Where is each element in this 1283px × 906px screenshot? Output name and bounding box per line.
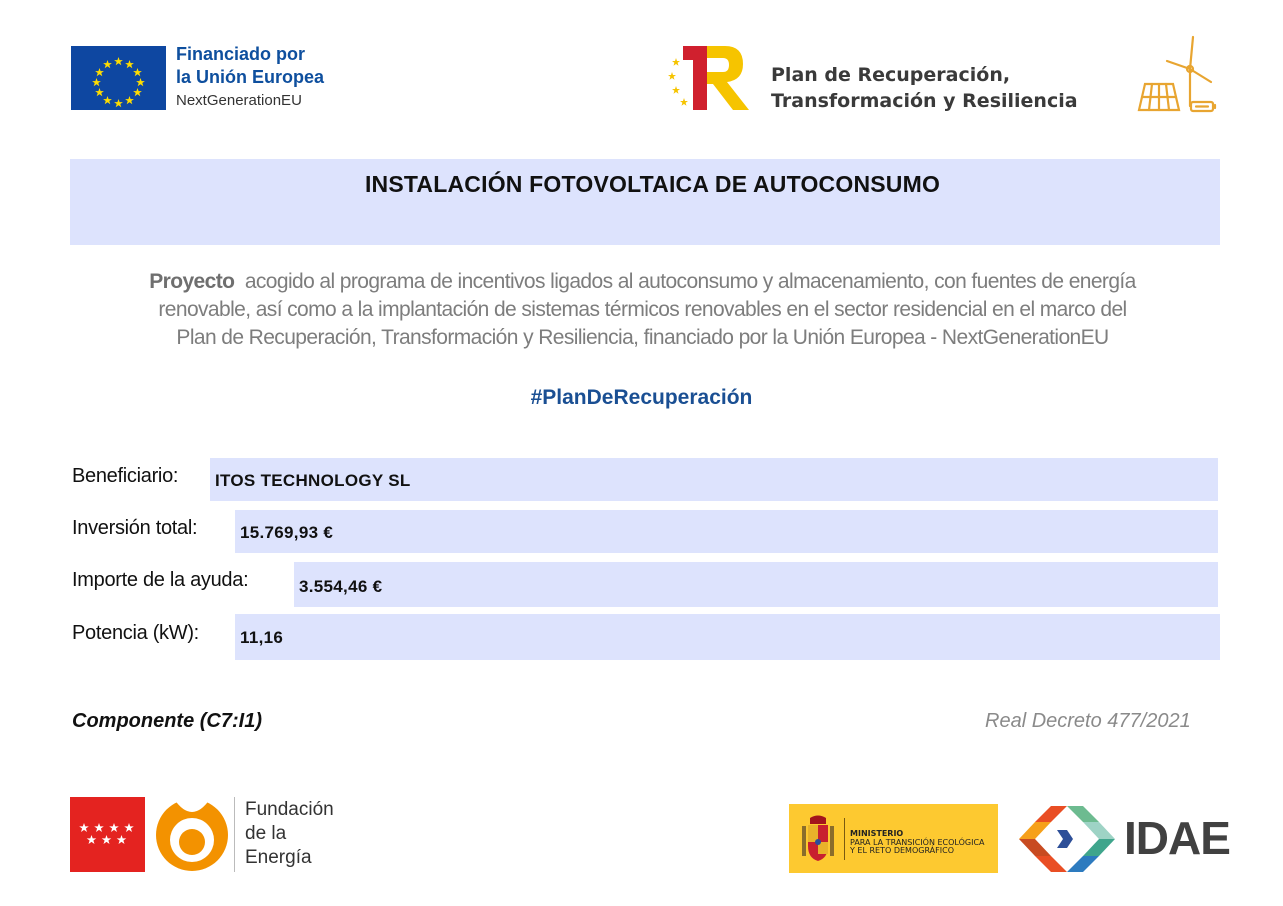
ministry-text <box>850 830 985 856</box>
spain-coat-of-arms-icon <box>799 814 837 864</box>
eu-line-1: Financiado por <box>176 44 306 64</box>
description-line-1-text: acogido al programa de incentivos ligados al autoconsumo y almacenamiento, con fuentes de energía <box>244 270 1136 293</box>
idae-wordmark: IDAE <box>1124 812 1230 864</box>
field-label-inversion: Inversión total: <box>72 517 198 539</box>
eu-flag-icon <box>71 46 166 110</box>
field-value-importe: 3.554,46 € <box>299 577 383 596</box>
description-line-3: Plan de Recuperación, Transformación y Resiliencia, financiado por la Unión Europea - NextGenerationEU <box>176 326 1109 349</box>
fundacion-energia-text <box>245 798 334 870</box>
page-title: INSTALACIÓN FOTOVOLTAICA DE AUTOCONSUMO <box>364 171 941 197</box>
field-label-importe: Importe de la ayuda: <box>72 569 249 591</box>
prtr-title <box>771 62 1131 114</box>
ministry-line-3: Y EL RETO DEMOGRÁFICO <box>850 846 954 855</box>
field-box-importe <box>294 562 1218 607</box>
eu-line-3: NextGenerationEU <box>176 92 302 109</box>
field-value-potencia: 11,16 <box>240 628 284 647</box>
field-value-inversion: 15.769,93 € <box>240 523 334 542</box>
decree-label: Real Decreto 477/2021 <box>985 710 1191 732</box>
fundacion-energia-logo-icon <box>152 795 232 875</box>
component-label: Componente (C7:I1) <box>72 710 262 732</box>
prtr-logo-icon <box>667 44 751 112</box>
ministry-divider <box>844 818 845 860</box>
wind-solar-icon <box>1133 34 1223 119</box>
hashtag: #PlanDeRecuperación <box>530 386 753 409</box>
eu-funding-text <box>176 43 366 113</box>
prtr-line-2: Transformación y Resiliencia <box>771 90 1078 112</box>
madrid-flag-icon <box>70 797 145 872</box>
field-box-inversion <box>235 510 1218 553</box>
logo-divider <box>234 797 235 872</box>
field-label-beneficiario: Beneficiario: <box>72 465 179 487</box>
field-box-potencia <box>235 614 1220 660</box>
fde-line-2: de la <box>245 823 287 844</box>
ministry-line-2: PARA LA TRANSICIÓN ECOLÓGICA <box>850 837 985 847</box>
project-description <box>60 268 1225 352</box>
field-value-beneficiario: ITOS TECHNOLOGY SL <box>215 471 411 490</box>
description-line-1 <box>60 268 1225 296</box>
idae-logo-icon <box>1017 804 1117 874</box>
eu-line-2: la Unión Europea <box>176 67 325 87</box>
fde-line-3: Energía <box>245 847 312 868</box>
fde-line-1: Fundación <box>245 799 334 820</box>
description-lead: Proyecto <box>149 270 235 293</box>
ministry-line-1: MINISTERIO <box>850 829 904 838</box>
description-line-2: renovable, así como a la implantación de sistemas térmicos renovables en el sector residencial en el marco del <box>158 298 1127 321</box>
prtr-line-1: Plan de Recuperación, <box>771 64 1011 86</box>
field-label-potencia: Potencia (kW): <box>72 622 199 644</box>
